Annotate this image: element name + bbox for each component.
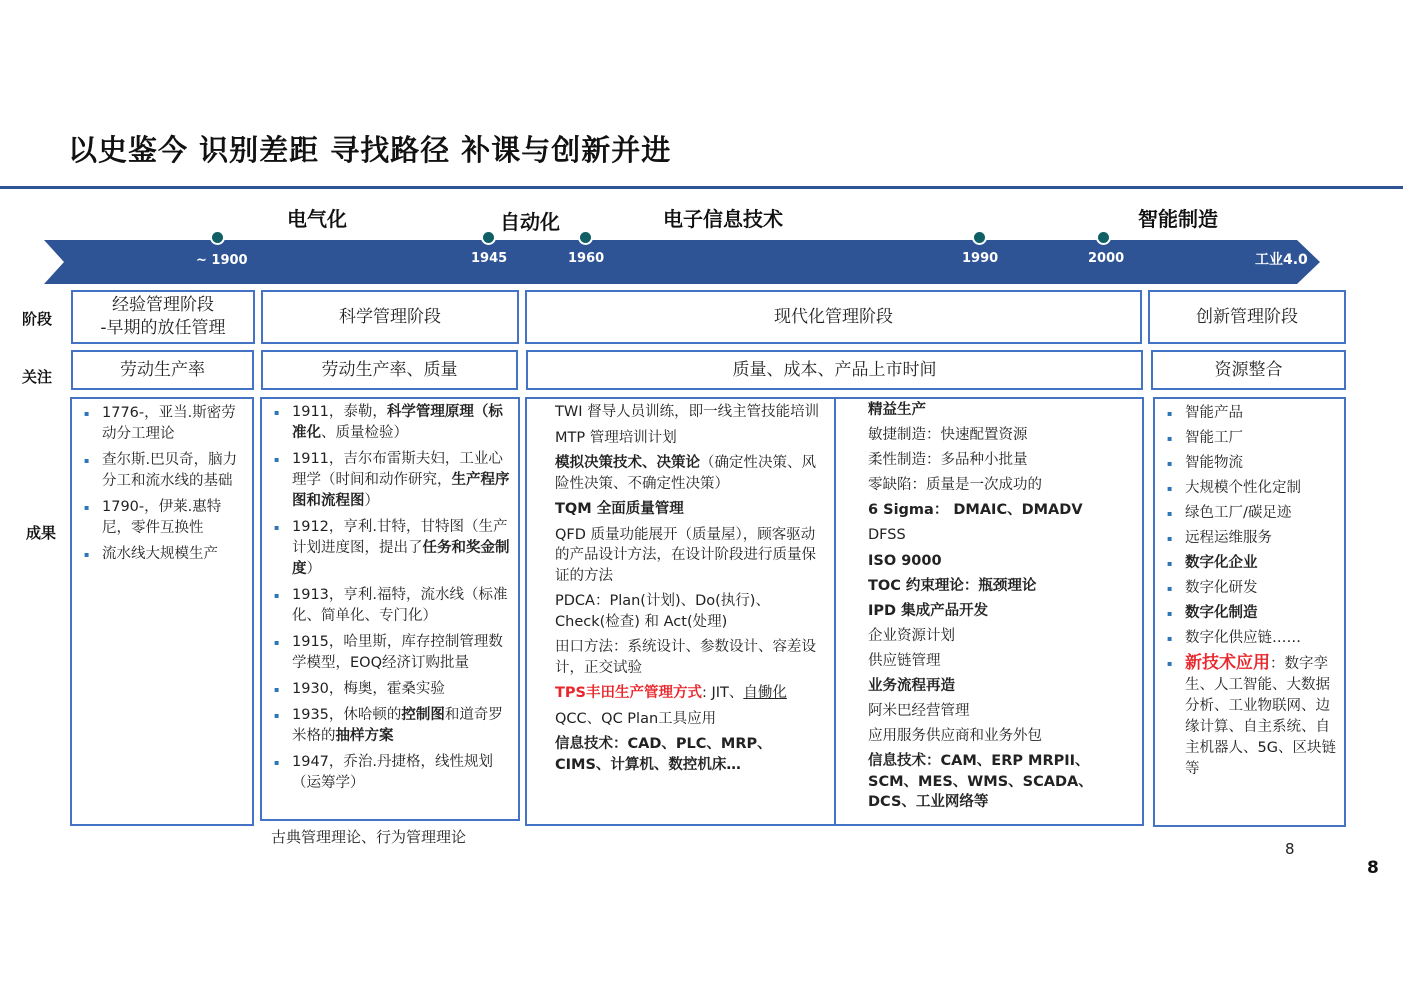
title-divider	[0, 186, 1403, 189]
timeline-dot-1900	[210, 230, 225, 245]
era-label-electronics: 电子信息技术	[663, 207, 783, 231]
list-item: ▪ 数字化企业	[1165, 553, 1340, 574]
list-item: ▪ 1776-，亚当.斯密劳动分工理论	[82, 403, 248, 445]
row-label-stage: 阶段	[22, 310, 53, 328]
page-number: 8	[1285, 840, 1295, 858]
list-item: ▪ 智能工厂	[1165, 428, 1340, 449]
list-item: 零缺陷：质量是一次成功的	[868, 477, 1042, 494]
timeline-dot-1990	[972, 230, 987, 245]
stage-innovation: 创新管理阶段	[1148, 290, 1346, 344]
timeline-end-label: 工业4.0	[1255, 252, 1308, 268]
list-item: ▪ 1930，梅奥，霍桑实验	[272, 679, 514, 700]
list-item: 供应链管理	[868, 652, 941, 669]
era-label-electrification: 电气化	[287, 207, 347, 231]
list-item: 田口方法：系统设计、参数设计、容差设计，正交试验	[555, 639, 816, 676]
stage-scientific: 科学管理阶段	[261, 290, 519, 344]
list-item: 6 Sigma： DMAIC、DMADV	[868, 502, 1083, 519]
list-item: 信息技术：CAM、ERP MRPII、SCM、MES、WMS、SCADA、DCS、工业网络等	[868, 753, 1093, 811]
focus-empirical: 劳动生产率	[71, 350, 254, 390]
results-empirical	[70, 397, 254, 826]
results-innovation	[1153, 397, 1346, 827]
list-item: ISO 9000	[868, 552, 942, 569]
list-item: 应用服务供应商和业务外包	[868, 728, 1042, 745]
list-item: MTP 管理培训计划	[555, 429, 677, 446]
list-item: 业务流程再造	[868, 678, 955, 695]
list-item: ▪ 1911，泰勒，科学管理原理（标准化、质量检验）	[272, 402, 514, 444]
list-item: QFD 质量功能展开（质量屋），顾客驱动的产品设计方法，在设计阶段进行质量保证的方法	[555, 526, 816, 584]
focus-innovation: 资源整合	[1151, 350, 1346, 390]
timeline-dot-2000	[1096, 230, 1111, 245]
list-item: PDCA：Plan(计划)、Do(执行)、Check(检查) 和 Act(处理)	[555, 593, 770, 630]
list-item: TPS丰田生产管理方式: JIT、自働化	[555, 685, 787, 701]
list-item: ▪ 数字化研发	[1165, 578, 1340, 599]
timeline-dot-1960	[578, 230, 593, 245]
list-item: 阿米巴经营管理	[868, 703, 970, 720]
list-item: ▪ 1913，亨利.福特，流水线（标准化、简单化、专门化）	[272, 585, 514, 627]
list-item: 模拟决策技术、决策论（确定性决策、风险性决策、不确定性决策）	[555, 455, 816, 492]
list-item: 企业资源计划	[868, 627, 955, 644]
list-item: ▪ 1947，乔治.丹捷格，线性规划（运筹学）	[272, 752, 514, 794]
list-item: 信息技术：CAD、PLC、MRP、CIMS、计算机、数控机床…	[555, 736, 772, 773]
era-label-intelligent-manufacturing: 智能制造	[1138, 207, 1218, 231]
list-item: ▪ 查尔斯.巴贝奇，脑力分工和流水线的基础	[82, 450, 248, 492]
focus-scientific: 劳动生产率、质量	[261, 350, 518, 390]
list-item: ▪ 1911，吉尔布雷斯夫妇，工业心理学（时间和动作研究，生产程序图和流程图）	[272, 449, 514, 512]
timeline-year-1945: 1945	[471, 251, 508, 266]
stage-modern: 现代化管理阶段	[525, 290, 1142, 344]
list-item: 柔性制造：多品种小批量	[868, 452, 1028, 469]
page-number-bold: 8	[1367, 858, 1379, 878]
page-title: 以史鉴今 识别差距 寻找路径 补课与创新并进	[68, 133, 672, 167]
list-item: TWI 督导人员训练，即一线主管技能培训	[555, 404, 820, 420]
timeline-year-1900: ~ 1900	[196, 253, 248, 268]
list-item: ▪ 数字化供应链……	[1165, 628, 1340, 649]
results-modern-right	[836, 398, 1142, 824]
list-item: ▪ 远程运维服务	[1165, 528, 1340, 549]
list-item: ▪ 大规模个性化定制	[1165, 478, 1340, 499]
timeline-dot-1945	[481, 230, 496, 245]
results-scientific	[260, 397, 520, 821]
list-item: ▪ 数字化制造	[1165, 603, 1340, 624]
era-label-automation: 自动化	[500, 210, 560, 234]
list-item: ▪ 新技术应用：数字孪生、人工智能、大数据分析、工业物联网、边缘计算、自主系统、自主机器人、5G、区块链等	[1165, 653, 1340, 780]
stage-empirical: 经验管理阶段 -早期的放任管理	[71, 290, 255, 344]
list-item: ▪ 1935，休哈顿的控制图和道奇罗米格的抽样方案	[272, 705, 514, 747]
list-item: IPD 集成产品开发	[868, 602, 989, 619]
row-label-focus: 关注	[22, 368, 53, 386]
list-item: ▪ 流水线大规模生产	[82, 544, 248, 565]
caption-classical-theory: 古典管理理论、行为管理理论	[271, 828, 467, 846]
list-item: TQM 全面质量管理	[555, 501, 684, 517]
list-item: 精益生产	[868, 402, 926, 418]
list-item: TOC 约束理论：瓶颈理论	[868, 577, 1037, 594]
list-item: QCC、QC Plan工具应用	[555, 710, 717, 727]
list-item: ▪ 1790-，伊莱.惠特尼，零件互换性	[82, 497, 248, 539]
list-item: 敏捷制造：快速配置资源	[868, 427, 1028, 444]
timeline-year-2000: 2000	[1088, 251, 1125, 266]
list-item: ▪ 智能物流	[1165, 453, 1340, 474]
list-item: ▪ 1912，亨利.甘特，甘特图（生产计划进度图，提出了任务和奖金制度）	[272, 517, 514, 580]
list-item: ▪ 智能产品	[1165, 403, 1340, 424]
timeline-year-1990: 1990	[962, 251, 999, 266]
list-item: ▪ 绿色工厂/碳足迹	[1165, 503, 1340, 524]
list-item: DFSS	[868, 527, 906, 544]
focus-modern: 质量、成本、产品上市时间	[526, 350, 1143, 390]
timeline-year-1960: 1960	[568, 251, 605, 266]
row-label-result: 成果	[26, 524, 57, 542]
list-item: ▪ 1915，哈里斯，库存控制管理数学模型，EOQ经济订购批量	[272, 632, 514, 674]
